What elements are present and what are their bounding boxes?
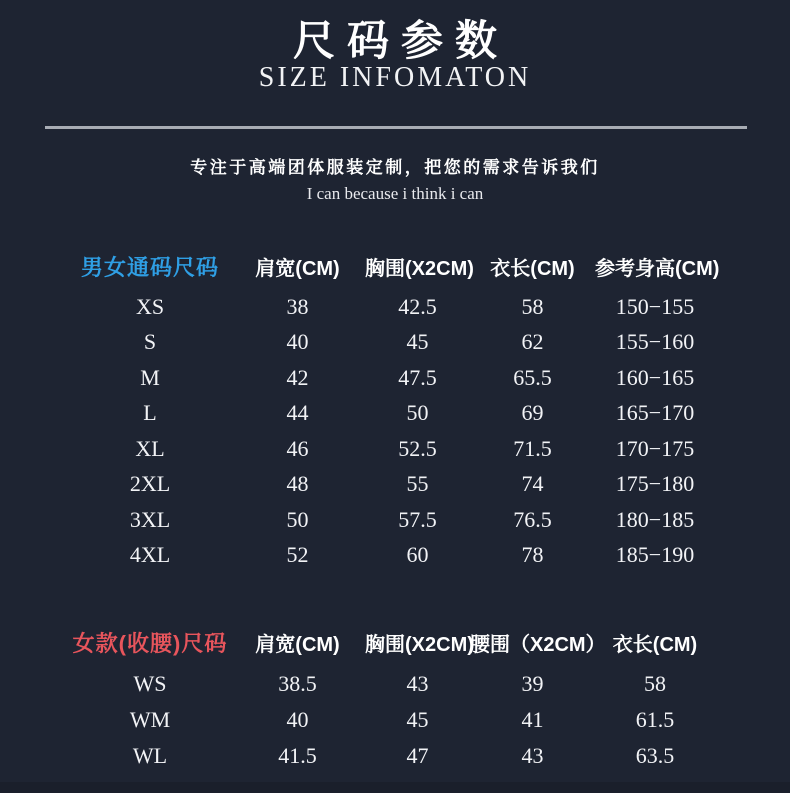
measurement-value: 52.5 <box>398 435 437 461</box>
column-header-height: 参考身高(CM) <box>595 257 720 280</box>
measurement-value: 57.5 <box>398 506 437 532</box>
measurement-value: 55 <box>406 471 429 497</box>
size-label: WM <box>129 707 171 732</box>
measurement-value: 63.5 <box>635 743 675 768</box>
measurement-value: 71.5 <box>513 435 552 461</box>
brand-motto: I can because i think i can <box>306 184 484 203</box>
table-row <box>70 538 715 574</box>
table-row <box>70 360 715 396</box>
size-label: L <box>143 400 157 426</box>
measurement-value: 43 <box>406 671 429 696</box>
measurement-value: 40 <box>286 707 309 732</box>
table-title: 女款(收腰)尺码 <box>72 630 228 656</box>
brand-tagline: 专注于高端团体服装定制，把您的需求告诉我们 <box>190 158 600 177</box>
horizontal-divider <box>45 126 747 129</box>
unisex-size-table <box>70 248 720 573</box>
table-body <box>70 666 715 774</box>
measurement-value: 165−170 <box>615 400 695 426</box>
table-body <box>70 289 715 573</box>
size-label: WS <box>133 671 167 696</box>
table-row <box>70 666 715 702</box>
measurement-value: 42 <box>286 364 309 390</box>
size-label: 4XL <box>129 542 171 568</box>
measurement-value: 40 <box>286 329 309 355</box>
size-label: M <box>140 364 160 390</box>
measurement-value: 50 <box>406 400 429 426</box>
column-header-length: 衣长(CM) <box>490 257 575 280</box>
measurement-value: 43 <box>521 743 544 768</box>
measurement-value: 44 <box>286 400 309 426</box>
measurement-value: 185−190 <box>615 542 695 568</box>
column-header-chest: 胸围(X2CM) <box>365 633 474 656</box>
table-row <box>70 467 715 503</box>
measurement-value: 65.5 <box>513 364 552 390</box>
table-row <box>70 502 715 538</box>
measurement-value: 170−175 <box>615 435 695 461</box>
measurement-value: 180−185 <box>615 506 695 532</box>
measurement-value: 41 <box>521 707 544 732</box>
table-row <box>70 738 715 774</box>
measurement-value: 39 <box>521 671 544 696</box>
measurement-value: 38.5 <box>278 671 317 696</box>
measurement-value: 62 <box>521 329 544 355</box>
table-header-row <box>70 624 715 660</box>
measurement-value: 47 <box>406 743 429 768</box>
measurement-value: 46 <box>286 435 309 461</box>
measurement-value: 58 <box>521 293 544 319</box>
table-row <box>70 396 715 432</box>
measurement-value: 47.5 <box>398 364 437 390</box>
size-label: XS <box>135 293 165 319</box>
column-header-waist: 腰围（X2CM） <box>470 633 606 656</box>
measurement-value: 160−165 <box>615 364 695 390</box>
women-size-table <box>70 624 715 774</box>
measurement-value: 175−180 <box>615 471 695 497</box>
page-title-english: SIZE INFOMATON <box>258 62 532 93</box>
measurement-value: 58 <box>644 671 666 696</box>
measurement-value: 52 <box>286 542 309 568</box>
measurement-value: 61.5 <box>635 707 675 732</box>
column-header-length: 衣长(CM) <box>612 633 698 656</box>
table-row <box>70 325 715 361</box>
measurement-value: 60 <box>406 542 429 568</box>
table-row <box>70 289 715 325</box>
measurement-value: 38 <box>286 293 309 319</box>
measurement-value: 48 <box>286 471 309 497</box>
table-row <box>70 702 715 738</box>
measurement-value: 74 <box>521 471 544 497</box>
table-header-row <box>70 248 720 284</box>
measurement-value: 69 <box>521 400 544 426</box>
size-label: S <box>143 329 157 355</box>
measurement-value: 45 <box>406 329 429 355</box>
size-label: XL <box>135 435 165 461</box>
table-title: 男女通码尺码 <box>80 254 219 280</box>
measurement-value: 155−160 <box>615 329 695 355</box>
size-label: WL <box>132 743 168 768</box>
size-label: 3XL <box>129 506 171 532</box>
measurement-value: 50 <box>286 506 309 532</box>
size-label: 2XL <box>129 471 171 497</box>
measurement-value: 150−155 <box>615 293 695 319</box>
page-title-chinese: 尺码参数 <box>292 16 509 65</box>
column-header-shoulder: 肩宽(CM) <box>255 257 340 280</box>
column-header-chest: 胸围(X2CM) <box>365 257 474 280</box>
bottom-shade-band <box>0 782 790 793</box>
measurement-value: 45 <box>406 707 429 732</box>
table-row <box>70 431 715 467</box>
measurement-value: 41.5 <box>278 743 317 768</box>
measurement-value: 42.5 <box>398 293 437 319</box>
measurement-value: 76.5 <box>513 506 552 532</box>
measurement-value: 78 <box>521 542 544 568</box>
column-header-shoulder: 肩宽(CM) <box>255 633 340 656</box>
